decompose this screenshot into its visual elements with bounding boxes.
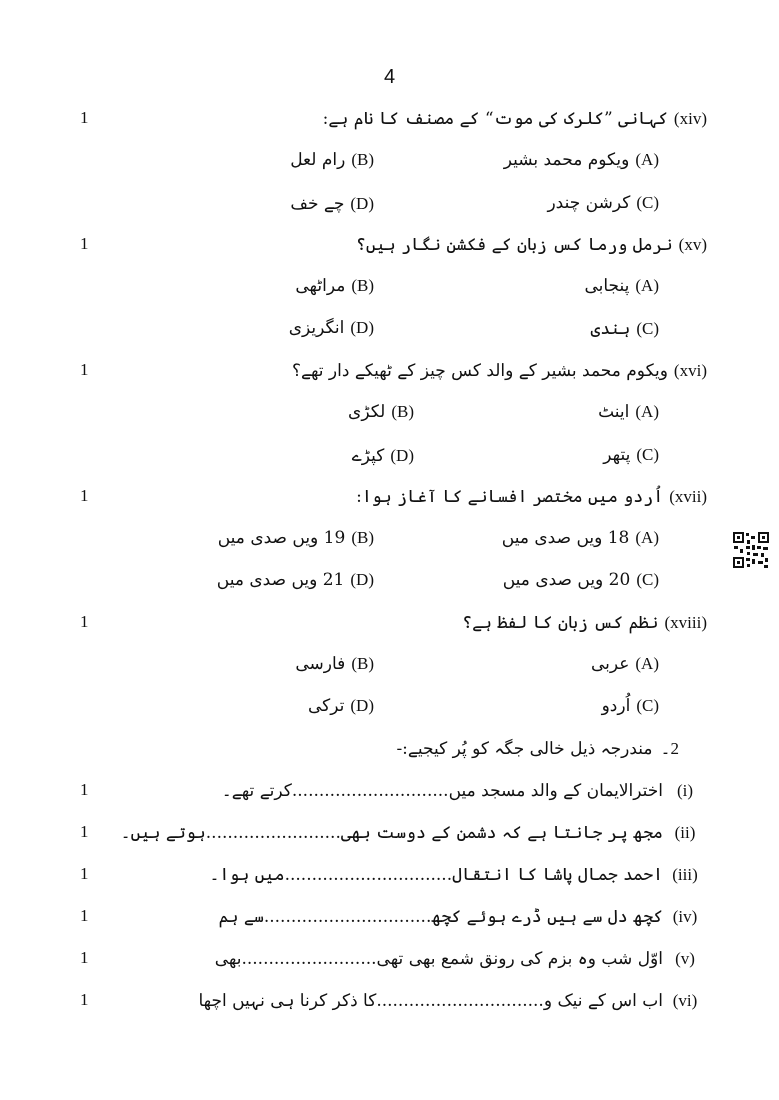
option-a: (A)پنجابی — [584, 276, 659, 296]
fill-blank-iv: (iv)کچھ دل سے ہیں ڈرے ہوئے کچھ...............................سے ہم — [218, 907, 698, 927]
option-d: (D)کپڑے — [351, 446, 414, 466]
option-b: (B)مراٹھی — [295, 276, 374, 296]
option-a: (A)عربی — [590, 654, 659, 674]
option-c: (C)اُردو — [601, 696, 659, 716]
marks: 1 — [80, 486, 89, 505]
question-xvii — [147, 486, 707, 507]
option-b: (B)فارسی — [295, 654, 374, 674]
question-text: نرمل ورما کس زبان کے فکشن نگار ہیں؟ — [355, 235, 673, 255]
fill-blank-i: (i)اخترالایمان کے والد مسجد میں.............................کرتے تھے۔ — [221, 781, 694, 801]
marks: 1 — [80, 108, 89, 127]
option-a: (A)18 ویں صدی میں — [501, 528, 659, 548]
question-number: (xvii) — [669, 487, 707, 506]
marks: 1 — [80, 780, 89, 799]
question-xiv — [147, 108, 707, 129]
marks: 1 — [80, 360, 89, 379]
question-text: کہانی ”کلرک کی موت“ کے مصنف کا نام ہے: — [322, 109, 668, 129]
marks: 1 — [80, 822, 89, 841]
option-b: (B)لکڑی — [348, 402, 414, 422]
fill-blank-vi: (vi)اب اس کے نیک و...............................کا ذکر کرنا ہی نہیں اچھا — [198, 991, 698, 1011]
option-c: (C)پتھر — [603, 445, 659, 465]
question-number: (xiv) — [673, 109, 707, 128]
marks: 1 — [80, 990, 89, 1009]
question-text: اُردو میں مختصر افسانے کا آغاز ہوا: — [356, 487, 664, 507]
option-c: (C)کرشن چندر — [547, 193, 659, 213]
option-c: (C)20 ویں صدی میں — [502, 570, 659, 590]
marks: 1 — [80, 948, 89, 967]
option-d: (D)21 ویں صدی میں — [216, 570, 374, 590]
fill-blank-ii: (ii)مجھ پر جانتا ہے کہ دشمن کے دوست بھی.........................ہوتے ہیں۔ — [120, 823, 696, 843]
option-d: (D)چے خف — [290, 194, 374, 214]
option-a: (A)اینٹ — [598, 402, 659, 422]
question-text: نظم کس زبان کا لفظ ہے؟ — [462, 613, 659, 633]
section-instruction: مندرجہ ذیل خالی جگہ کو پُر کیجیے:- — [396, 739, 653, 759]
question-xviii — [147, 612, 707, 633]
option-a: (A)ویکوم محمد بشیر — [503, 150, 659, 170]
qr-code-icon — [732, 531, 770, 569]
marks: 1 — [80, 864, 89, 883]
question-number: (xviii) — [664, 613, 707, 632]
fill-blank-iii: (iii)احمد جمال پاشا کا انتقال...............................میں ہوا۔ — [209, 865, 698, 885]
section-number: 2۔ — [660, 739, 679, 758]
question-number: (xv) — [678, 235, 707, 254]
option-d: (D)ترکی — [308, 696, 374, 716]
question-xv — [147, 234, 707, 255]
option-c: (C)ہندی — [590, 319, 659, 339]
option-d: (D)انگریزی — [288, 318, 374, 338]
question-number: (xvi) — [673, 361, 707, 380]
option-b: (B)19 ویں صدی میں — [217, 528, 374, 548]
section-2-heading — [179, 738, 679, 759]
marks: 1 — [80, 612, 89, 631]
marks: 1 — [80, 234, 89, 253]
fill-blank-v: (v)اوّل شب وہ بزم کی رونق شمع بھی تھی.........................بھی — [214, 949, 695, 969]
marks: 1 — [80, 906, 89, 925]
option-b: (B)رام لعل — [290, 150, 374, 170]
page-number: 4 — [383, 66, 396, 88]
question-xvi — [147, 360, 707, 381]
question-text: ویکوم محمد بشیر کے والد کس چیز کے ٹھیکے دار تھے؟ — [291, 361, 668, 381]
